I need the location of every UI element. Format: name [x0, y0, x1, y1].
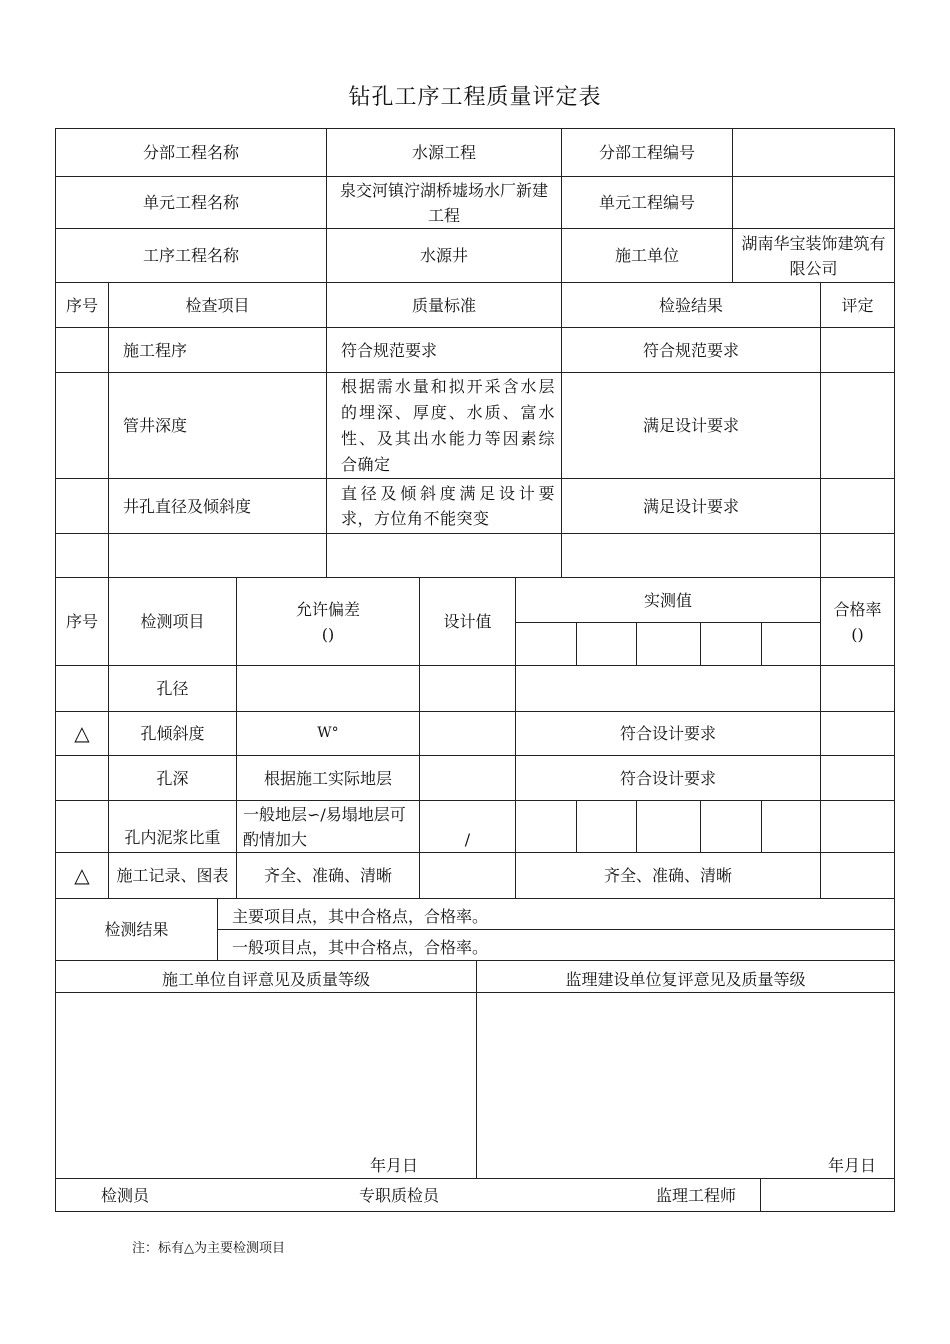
process-name-value: 水源井 — [326, 228, 562, 283]
meas-row-tolerance: 一般地层∽/易塌地层可酌情加大 — [236, 800, 420, 853]
col-standard: 质量标准 — [326, 282, 562, 328]
meas-row-pass-rate — [820, 711, 895, 756]
meas-row-pass-rate — [820, 800, 895, 853]
meas-row-item: 孔径 — [108, 665, 237, 712]
results-label: 检测结果 — [55, 898, 218, 961]
qc-label: 专职质检员 — [359, 1185, 440, 1205]
measured-subcell — [761, 800, 821, 853]
meas-col-pass-rate-label: 合格率 — [833, 599, 882, 619]
meas-col-design: 设计值 — [419, 577, 516, 666]
inspection-row-standard: 直径及倾斜度满足设计要求，方位角不能突变 — [326, 478, 562, 534]
subproject-no-label: 分部工程编号 — [561, 128, 733, 177]
inspection-row-result: 满足设计要求 — [561, 478, 821, 534]
inspection-row-grade — [820, 327, 895, 373]
signature-row — [55, 1178, 761, 1212]
meas-row-tolerance — [236, 665, 420, 712]
meas-row-mark — [55, 665, 109, 712]
measured-subcell — [515, 800, 577, 853]
meas-row-tolerance: W° — [236, 711, 420, 756]
evaluation-table — [55, 128, 895, 1212]
footnote: 注：标有△为主要检测项目 — [132, 1241, 285, 1256]
meas-col-tolerance — [236, 577, 420, 666]
meas-row-design: / — [419, 800, 516, 853]
page-title: 钻孔工序工程质量评定表 — [348, 85, 602, 110]
inspection-row-standard: 根据需水量和拟开采含水层的埋深、厚度、水质、富水性、及其出水能力等因素综合确定 — [326, 372, 562, 479]
contractor-opinion-box — [55, 992, 477, 1179]
supervisor-opinion-title: 监理建设单位复评意见及质量等级 — [476, 960, 895, 993]
inspection-row-no — [55, 327, 109, 373]
meas-row-mark — [55, 800, 109, 853]
supervisor-label: 监理工程师 — [656, 1185, 737, 1205]
inspection-row-result — [561, 533, 821, 578]
measured-subcell — [636, 622, 701, 666]
meas-row-item: 孔内泥浆比重 — [108, 800, 237, 853]
col-no: 序号 — [55, 282, 109, 328]
supervisor-signature-field — [760, 1178, 895, 1212]
meas-row-measured — [515, 665, 821, 712]
col-result: 检验结果 — [561, 282, 821, 328]
meas-row-measured: 符合设计要求 — [515, 755, 821, 801]
meas-row-measured: 齐全、准确、清晰 — [515, 852, 821, 899]
meas-row-tolerance: 齐全、准确、清晰 — [236, 852, 420, 899]
subproject-no-value — [732, 128, 895, 177]
meas-row-item: 孔倾斜度 — [108, 711, 237, 756]
meas-col-pass-rate-unit: () — [851, 624, 864, 644]
unit-no-label: 单元工程编号 — [561, 176, 733, 229]
subproject-name-value: 水源工程 — [326, 128, 562, 177]
measured-subcell — [515, 622, 577, 666]
subproject-name-label: 分部工程名称 — [55, 128, 327, 177]
unit-name-value: 泉交河镇泞湖桥墟场水厂新建工程 — [326, 176, 562, 229]
meas-row-pass-rate — [820, 755, 895, 801]
meas-col-item: 检测项目 — [108, 577, 237, 666]
main-item-triangle-icon: △ — [55, 711, 109, 756]
inspection-row-result: 符合规范要求 — [561, 327, 821, 373]
meas-row-item: 施工记录、图表 — [108, 852, 237, 899]
meas-row-mark — [55, 755, 109, 801]
process-name-label: 工序工程名称 — [55, 228, 327, 283]
measured-subcell — [636, 800, 701, 853]
inspection-row-item: 施工程序 — [108, 327, 327, 373]
inspection-row-result: 满足设计要求 — [561, 372, 821, 479]
unit-no-value — [732, 176, 895, 229]
contractor-label: 施工单位 — [561, 228, 733, 283]
inspection-row-no — [55, 478, 109, 534]
meas-row-pass-rate — [820, 665, 895, 712]
meas-row-tolerance: 根据施工实际地层 — [236, 755, 420, 801]
inspection-row-no — [55, 372, 109, 479]
meas-col-no: 序号 — [55, 577, 109, 666]
meas-col-tolerance-label: 允许偏差 — [295, 599, 360, 619]
meas-row-design — [419, 665, 516, 712]
meas-row-item: 孔深 — [108, 755, 237, 801]
meas-row-pass-rate — [820, 852, 895, 899]
main-item-triangle-icon: △ — [55, 852, 109, 899]
inspection-row-no — [55, 533, 109, 578]
inspection-row-grade — [820, 478, 895, 534]
meas-col-pass-rate — [820, 577, 895, 666]
inspection-row-item — [108, 533, 327, 578]
col-check-item: 检查项目 — [108, 282, 327, 328]
measured-subcell — [700, 622, 762, 666]
measured-subcell — [576, 622, 637, 666]
results-general: 一般项目点，其中合格点，合格率。 — [217, 929, 895, 961]
unit-name-label: 单元工程名称 — [55, 176, 327, 229]
contractor-opinion-title: 施工单位自评意见及质量等级 — [55, 960, 477, 993]
measured-subcell — [576, 800, 637, 853]
measured-subcell — [700, 800, 762, 853]
meas-row-design — [419, 755, 516, 801]
inspection-row-grade — [820, 533, 895, 578]
inspection-row-item: 管井深度 — [108, 372, 327, 479]
inspection-row-grade — [820, 372, 895, 479]
col-grade: 评定 — [820, 282, 895, 328]
inspector-label: 检测员 — [101, 1185, 150, 1205]
meas-row-design — [419, 852, 516, 899]
supervisor-date: 年月日 — [827, 1156, 876, 1175]
measured-subcell — [761, 622, 821, 666]
meas-row-measured: 符合设计要求 — [515, 711, 821, 756]
supervisor-opinion-box — [476, 992, 895, 1179]
meas-col-tolerance-unit: () — [321, 624, 335, 644]
inspection-row-item: 井孔直径及倾斜度 — [108, 478, 327, 534]
inspection-row-standard — [326, 533, 562, 578]
inspection-row-standard: 符合规范要求 — [326, 327, 562, 373]
contractor-value: 湖南华宝装饰建筑有限公司 — [732, 228, 895, 283]
meas-col-measured: 实测值 — [515, 577, 821, 623]
contractor-date: 年月日 — [369, 1156, 418, 1175]
results-main: 主要项目点，其中合格点，合格率。 — [217, 898, 895, 930]
meas-row-design — [419, 711, 516, 756]
